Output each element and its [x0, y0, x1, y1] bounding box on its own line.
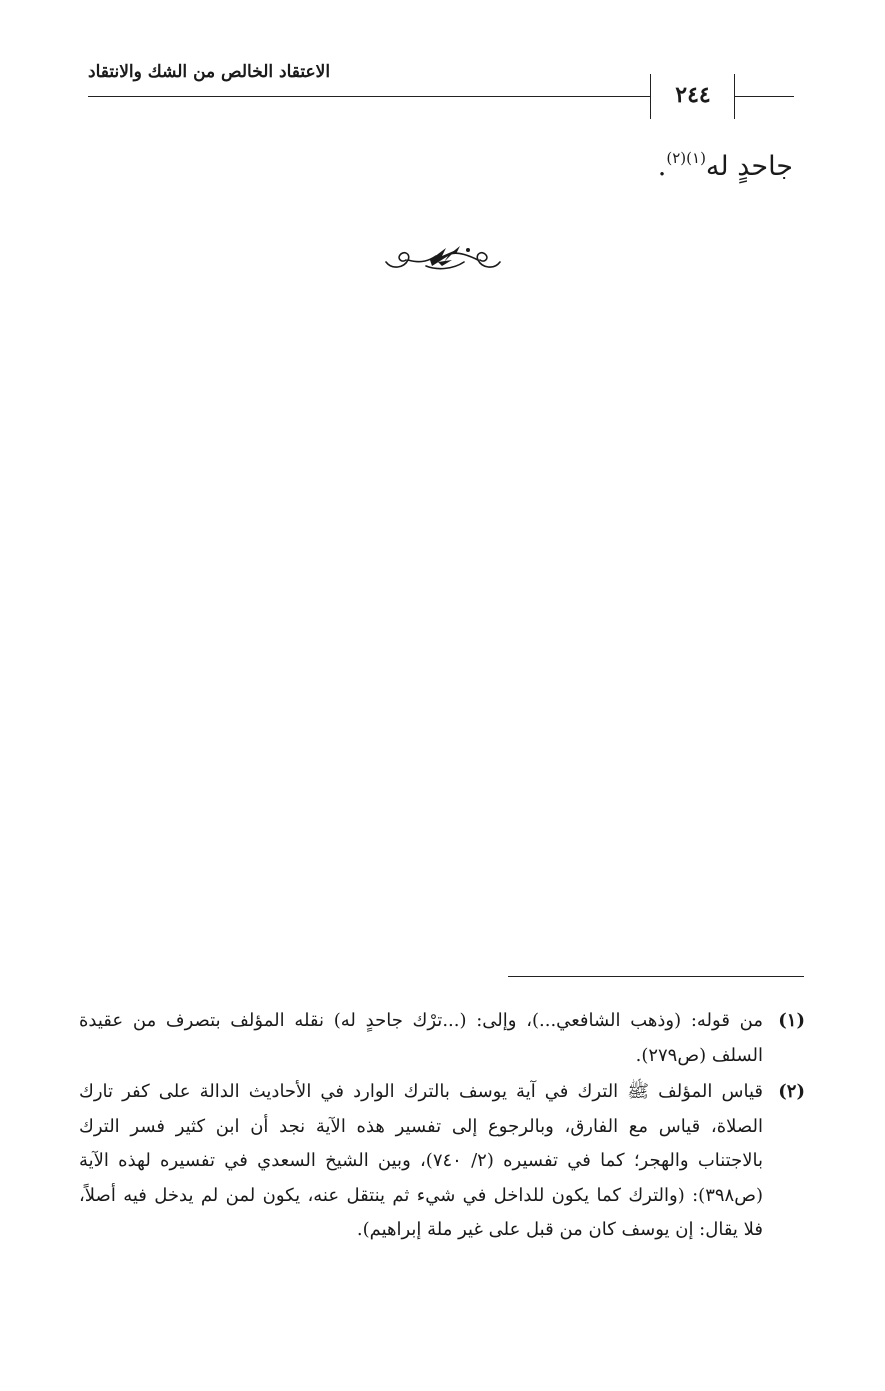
footnote-number: (١) — [778, 1010, 805, 1031]
page-number: ٢٤٤ — [675, 82, 711, 108]
footnote-separator — [508, 976, 804, 977]
header-rule-tail — [734, 96, 794, 97]
footnote-number: (٢) — [778, 1081, 805, 1102]
body-text-line: جاحدٍ له — [705, 151, 793, 182]
footnote-1 — [79, 1004, 805, 1073]
footnote-2 — [79, 1075, 805, 1248]
footnote-text: قياس المؤلف ﷺ الترك في آية يوسف بالترك الوارد في الأحاديث الدالة على كفر تارك الصلاة، قياس مع الفارق، وبالرجوع إلى تفسير هذه الآية نجد أن ابن كثير فسر الترك بالاجتناب والهجر؛ كما في تفسيره (٢/ ٧٤٠)، وبين الشيخ السعدي في تفسيره لهذه الآية (ص٣٩٨): (والترك كما يكون للداخل في شيء ثم ينتقل عنه، يكون لمن لم يدخل فيه أصلاً، فلا يقال: إن يوسف كان من قبل على غير ملة إبراهيم). — [79, 1081, 764, 1240]
footnote-text: من قوله: (وذهب الشافعي...)، وإلى: (...ترْك جاحدٍ له) نقله المؤلف بتصرف من عقيدة السلف (ص٢٧٩). — [79, 1010, 763, 1066]
footnotes — [79, 1004, 805, 1250]
page-number-frame-left — [650, 74, 651, 119]
body-paragraph — [93, 134, 793, 191]
footnote-refs: (١)(٢) — [666, 149, 706, 167]
running-header-title: الاعتقاد الخالص من الشك والانتقاد — [88, 62, 331, 82]
floral-divider-icon — [382, 240, 504, 274]
body-end-punct: . — [657, 151, 667, 182]
header-rule — [88, 96, 650, 97]
